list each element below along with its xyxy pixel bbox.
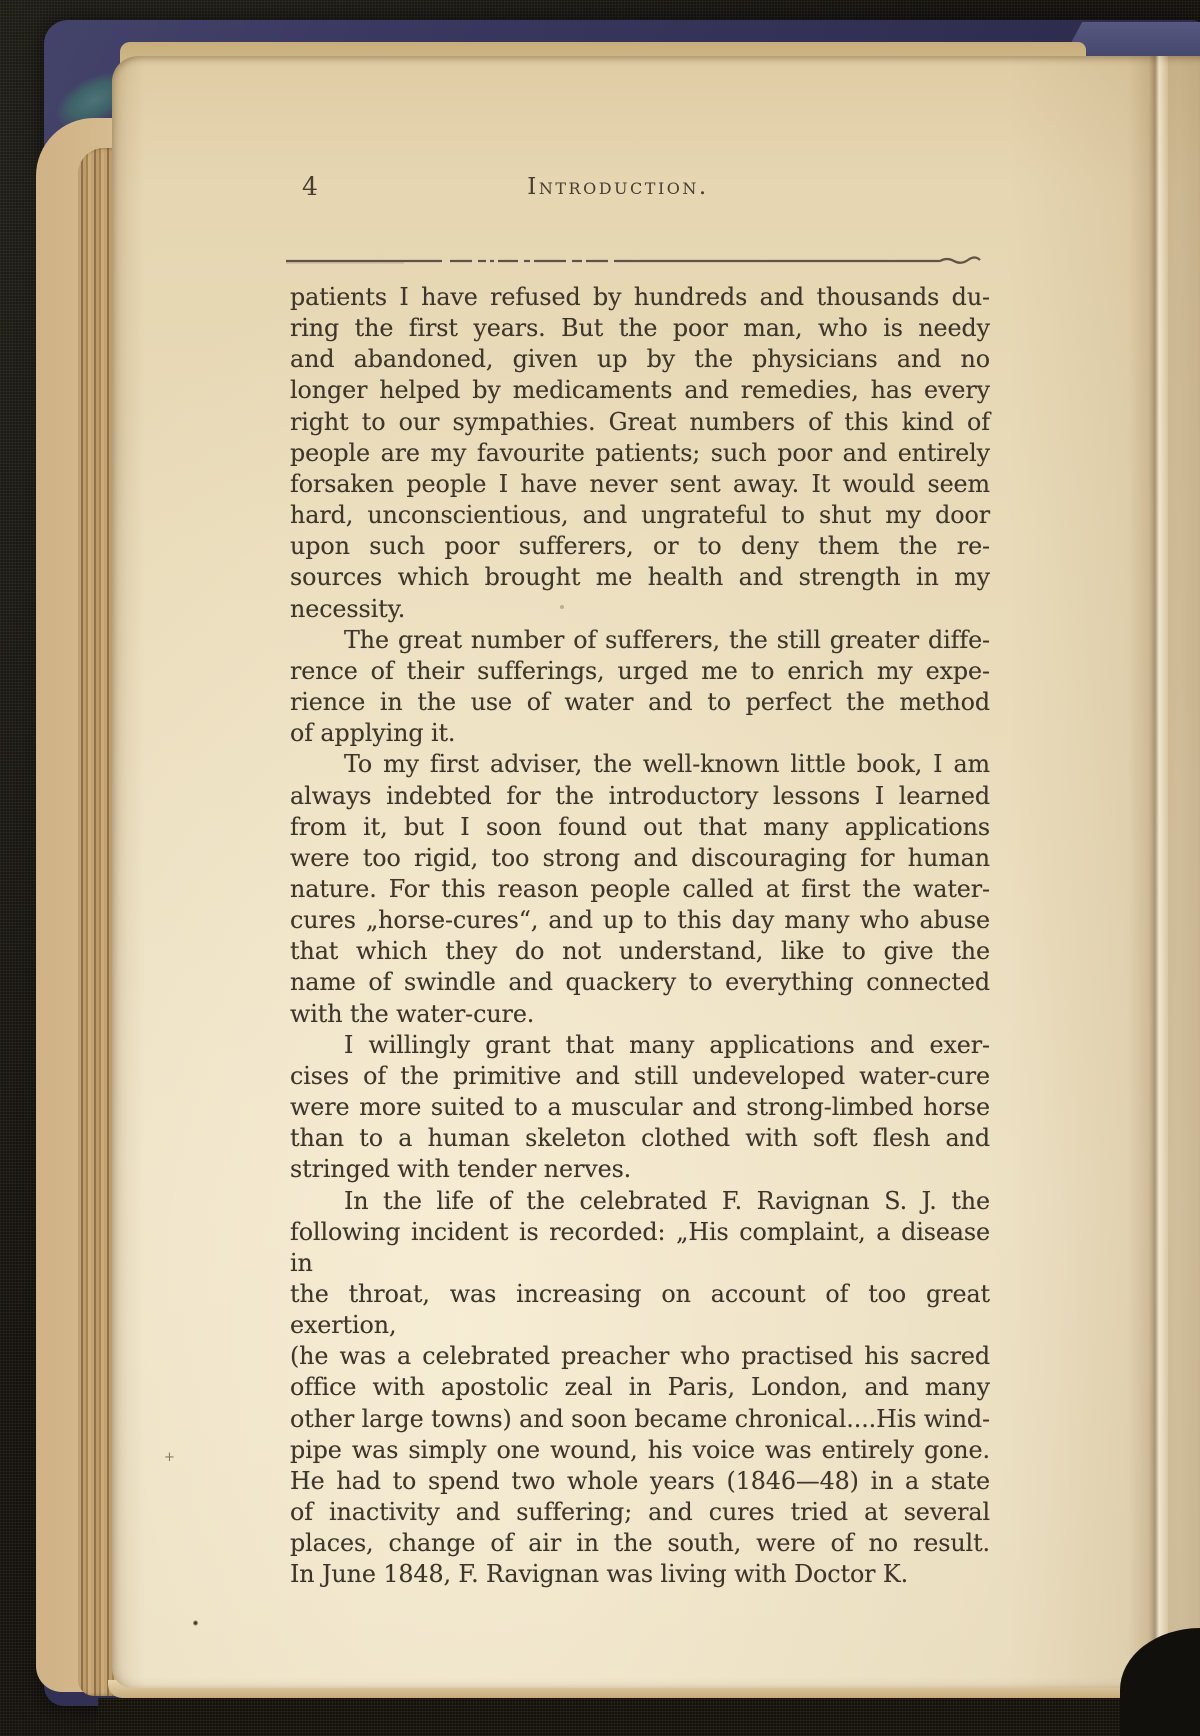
text-line: following incident is recorded: „His complaint, a disease in — [290, 1217, 990, 1277]
text-line: office with apostolic zeal in Paris, London, and many — [290, 1373, 990, 1402]
text-line: sources which brought me health and strength in my — [290, 563, 990, 592]
book-page — [112, 56, 1200, 1688]
text-line: than to a human skeleton clothed with soft flesh and — [290, 1124, 990, 1153]
text-line: pipe was simply one wound, his voice was entirely gone. — [290, 1435, 990, 1464]
text-line: forsaken people I have never sent away. It would seem — [290, 469, 990, 498]
text-line: To my first adviser, the well-known little book, I am — [344, 750, 990, 779]
text-line: were too rigid, too strong and discouraging for human — [290, 843, 990, 872]
text-line: I willingly grant that many applications and exer- — [344, 1030, 990, 1059]
page-content — [288, 56, 988, 1688]
text-line: (he was a celebrated preacher who practised his sacred — [290, 1342, 990, 1371]
text-line: name of swindle and quackery to everything connected — [290, 968, 990, 997]
text-block — [290, 282, 990, 1591]
text-line: The great number of sufferers, the still greater diffe- — [344, 625, 990, 654]
text-line: nature. For this reason people called at first the water- — [290, 874, 990, 903]
text-line: In the life of the celebrated F. Ravignan S. J. the — [344, 1186, 990, 1215]
header-rule — [284, 256, 986, 266]
text-line: always indebted for the introductory lessons I learned — [290, 781, 990, 810]
paper-speck — [560, 605, 564, 609]
text-line: rience in the use of water and to perfect the method — [290, 688, 990, 717]
paper-mark: + — [164, 1450, 175, 1465]
text-line: longer helped by medicaments and remedies, has every — [290, 376, 990, 405]
text-line: right to our sympathies. Great numbers of this kind of — [290, 407, 990, 436]
text-line: cures „horse-cures“, and up to this day many who abuse — [290, 906, 990, 935]
text-line: places, change of air in the south, were of no result. — [290, 1529, 990, 1558]
paper-speck — [193, 1620, 198, 1626]
text-line: rence of their sufferings, urged me to enrich my expe- — [290, 656, 990, 685]
cloth-background — [98, 1698, 1200, 1736]
text-line: with the water-cure. — [290, 999, 535, 1028]
running-title: Introduction. — [527, 174, 709, 200]
text-line: In June 1848, F. Ravignan was living with Doctor K. — [290, 1560, 909, 1589]
text-line: necessity. — [290, 594, 406, 623]
text-line: hard, unconscientious, and ungrateful to shut my door — [290, 501, 990, 530]
text-line: upon such poor sufferers, or to deny them the re- — [290, 532, 990, 561]
text-line: from it, but I soon found out that many applications — [290, 812, 990, 841]
text-line: other large towns) and soon became chronical....His wind- — [290, 1404, 990, 1433]
text-line: cises of the primitive and still undeveloped water-cure — [290, 1061, 990, 1090]
page-edge-shading — [1168, 56, 1200, 1688]
text-line: patients I have refused by hundreds and thousands du- — [290, 283, 990, 311]
text-line: ring the first years. But the poor man, who is needy — [290, 314, 990, 343]
text-line: stringed with tender nerves. — [290, 1155, 632, 1184]
text-line: of inactivity and suffering; and cures tried at several — [290, 1498, 990, 1527]
text-line: people are my favourite patients; such poor and entirely — [290, 438, 990, 467]
text-line: the throat, was increasing on account of too great exertion, — [290, 1280, 990, 1340]
text-line: He had to spend two whole years (1846—48) in a state — [290, 1466, 990, 1495]
text-line: that which they do not understand, like to give the — [290, 937, 990, 966]
text-line: and abandoned, given up by the physicians and no — [290, 345, 990, 374]
page-number: 4 — [302, 172, 318, 201]
text-line: were more suited to a muscular and strong-limbed horse — [290, 1093, 990, 1122]
text-line: of applying it. — [290, 719, 456, 748]
